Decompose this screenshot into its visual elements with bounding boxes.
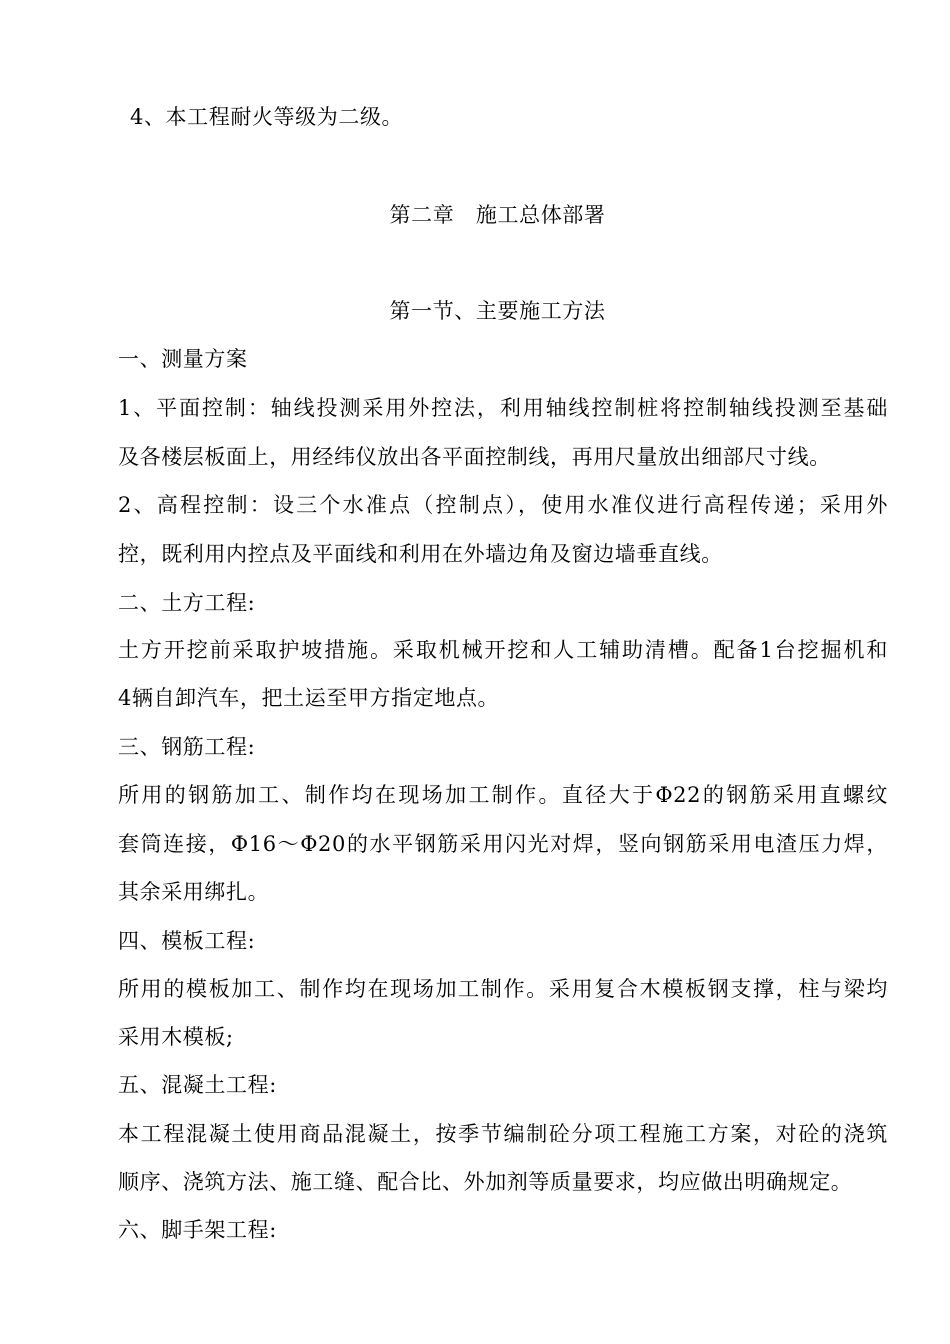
rebar-line-2: 套筒连接，Φ16～Φ20的水平钢筋采用闪光对焊，竖向钢筋采用电渣压力焊， — [118, 832, 888, 856]
rebar-heading: 三、钢筋工程: — [118, 735, 256, 759]
concrete-line-2: 顺序、浇筑方法、施工缝、配合比、外加剂等质量要求，均应做出明确规定。 — [118, 1170, 853, 1194]
survey-plane-line-2: 及各楼层板面上，用经纬仪放出各平面控制线，再用尺量放出细部尺寸线。 — [118, 445, 831, 469]
survey-elevation-line-2: 控，既利用内控点及平面线和利用在外墙边角及窗边墙垂直线。 — [118, 542, 723, 566]
rebar-line-3: 其余采用绑扎。 — [118, 880, 270, 904]
concrete-heading: 五、混凝土工程: — [118, 1073, 277, 1097]
survey-heading: 一、测量方案 — [118, 347, 248, 371]
earthwork-heading: 二、土方工程: — [118, 591, 256, 615]
survey-elevation-line-1: 2、高程控制：设三个水准点（控制点），使用水准仪进行高程传递；采用外 — [118, 493, 888, 517]
earthwork-line-1: 土方开挖前采取护坡措施。采取机械开挖和人工辅助清槽。配备1台挖掘机和 — [118, 638, 888, 662]
formwork-line-2: 采用木模板; — [118, 1025, 234, 1049]
survey-plane-line-1: 1、平面控制：轴线投测采用外控法，利用轴线控制桩将控制轴线投测至基础 — [118, 396, 888, 420]
scaffold-heading: 六、脚手架工程: — [118, 1218, 277, 1242]
earthwork-line-2: 4辆自卸汽车，把土运至甲方指定地点。 — [118, 686, 500, 710]
formwork-line-1: 所用的模板加工、制作均在现场加工制作。采用复合木模板钢支撑，柱与梁均 — [118, 977, 888, 1001]
item-4-fire-rating: 4、本工程耐火等级为二级。 — [130, 105, 404, 129]
formwork-heading: 四、模板工程: — [118, 929, 256, 953]
rebar-line-1: 所用的钢筋加工、制作均在现场加工制作。直径大于Φ22的钢筋采用直螺纹 — [118, 783, 888, 807]
concrete-line-1: 本工程混凝土使用商品混凝土，按季节编制砼分项工程施工方案，对砼的浇筑 — [118, 1122, 888, 1146]
chapter-title: 第二章 施工总体部署 — [389, 203, 606, 227]
section-title: 第一节、主要施工方法 — [389, 299, 606, 323]
